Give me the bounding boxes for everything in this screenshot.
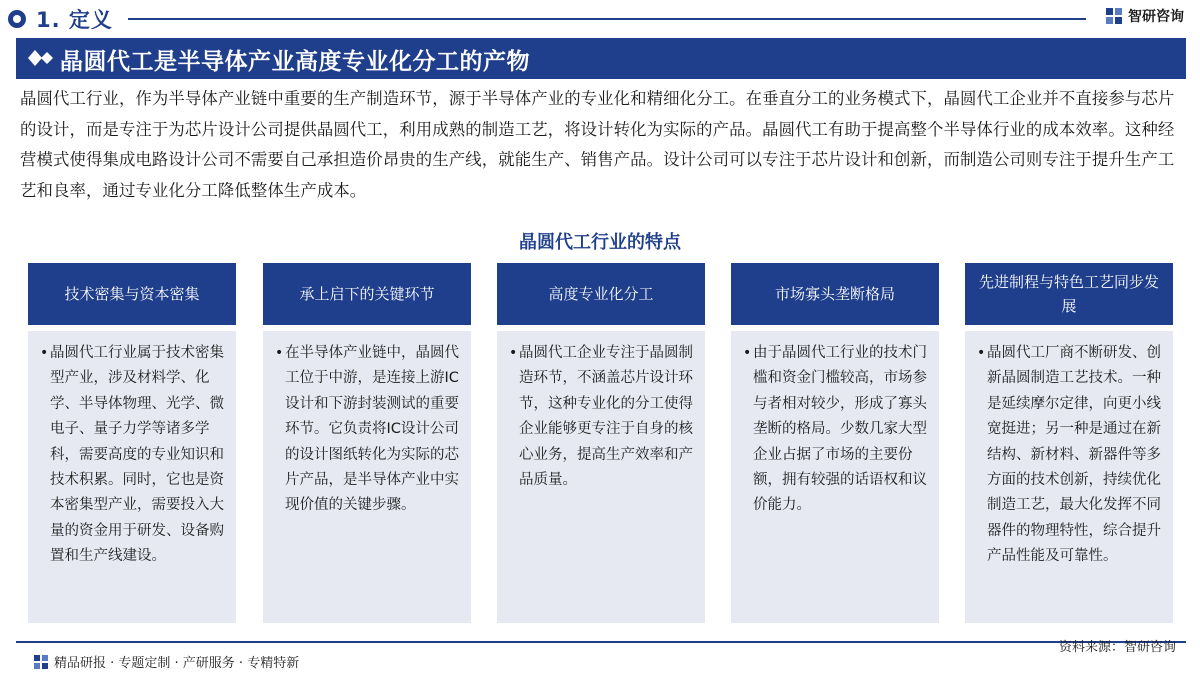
intro-paragraph: 晶圆代工行业，作为半导体产业链中重要的生产制造环节，源于半导体产业的专业化和精细化分工。在垂直分工的业务模式下，晶圆代工企业并不直接参与芯片的设计，而是专注于为芯片设计公司提供晶圆代工，利用成熟的制造工艺，将设计转化为实际的产品。晶圆代工有助于提高整个半导体行业的成本效率。这种经营模式使得集成电路设计公司不需要自己承担造价昂贵的生产线，就能生产、销售产品。设计公司可以专注于芯片设计和创新，而制造公司则专注于提升生产工艺和良率，通过专业化分工降低整体生产成本。 <box>20 89 1175 200</box>
header-divider <box>128 18 1086 20</box>
feature-card <box>965 263 1173 623</box>
brand-logo-icon <box>1105 7 1123 25</box>
feature-card-title: 高度专业化分工 <box>497 263 705 325</box>
feature-card-text: 晶圆代工行业属于技术密集型产业，涉及材料学、化学、半导体物理、光学、微电子、量子力学等诸多学科，需要高度的专业知识和技术积累。同时，它也是资本密集型产业，需要投入大量的资金用于研发、设备购置和生产线建设。 <box>50 345 224 565</box>
brand-logo-icon <box>34 655 48 669</box>
features-heading: 晶圆代工行业的特点 <box>519 232 681 253</box>
feature-card <box>28 263 236 623</box>
feature-card-text: 由于晶圆代工行业的技术门槛和资金门槛较高，市场参与者相对较少，形成了寡头垄断的格局。少数几家大型企业占据了市场的主要份额，拥有较强的话语权和议价能力。 <box>753 345 927 514</box>
feature-card-title: 承上启下的关键环节 <box>263 263 471 325</box>
feature-card-body <box>965 331 1173 623</box>
bullet-icon: • <box>275 345 284 361</box>
feature-card-title: 市场寡头垄断格局 <box>731 263 939 325</box>
bullet-icon: • <box>743 345 752 361</box>
feature-card-body <box>497 331 705 623</box>
feature-card <box>731 263 939 623</box>
title-banner <box>16 38 1186 79</box>
bullet-icon: • <box>509 345 518 361</box>
section-header <box>0 0 1200 36</box>
brand-name: 智研咨询 <box>1128 9 1184 25</box>
source-note: 资料来源：智研咨询 <box>1058 640 1176 655</box>
bullet-icon: • <box>977 345 986 361</box>
feature-card-text: 晶圆代工厂商不断研发、创新晶圆制造工艺技术。一种是延续摩尔定律，向更小线宽挺进；另一种是通过在新结构、新材料、新器件等多方面的技术创新，持续优化制造工艺，最大化发挥不同器件的物理特性，综合提升产品性能及可靠性。 <box>987 345 1161 565</box>
feature-card-title: 先进制程与特色工艺同步发展 <box>965 263 1173 325</box>
section-title: 1. 定义 <box>36 8 113 32</box>
feature-card-title: 技术密集与资本密集 <box>28 263 236 325</box>
bullet-icon: • <box>40 345 49 361</box>
feature-card <box>497 263 705 623</box>
footer-services <box>34 652 299 671</box>
feature-card-text: 在半导体产业链中，晶圆代工位于中游，是连接上游IC设计和下游封装测试的重要环节。它负责将IC设计公司的设计图纸转化为实际的芯片产品，是半导体产业中实现价值的关键步骤。 <box>285 345 459 514</box>
page-title: 晶圆代工是半导体产业高度专业化分工的产物 <box>60 49 530 75</box>
services-text: 精品研报 · 专题定制 · 产研服务 · 专精特新 <box>54 656 300 671</box>
brand <box>1105 6 1184 26</box>
feature-card-body <box>731 331 939 623</box>
footer-divider <box>16 641 1186 643</box>
diamond-bullets-icon <box>28 50 54 66</box>
feature-card-body <box>28 331 236 623</box>
feature-card-text: 晶圆代工企业专注于晶圆制造环节，不涵盖芯片设计环节，这种专业化的分工使得企业能够更专注于自身的核心业务，提高生产效率和产品质量。 <box>519 345 693 489</box>
section-marker-icon <box>8 10 26 28</box>
feature-card-body <box>263 331 471 623</box>
feature-card <box>263 263 471 623</box>
